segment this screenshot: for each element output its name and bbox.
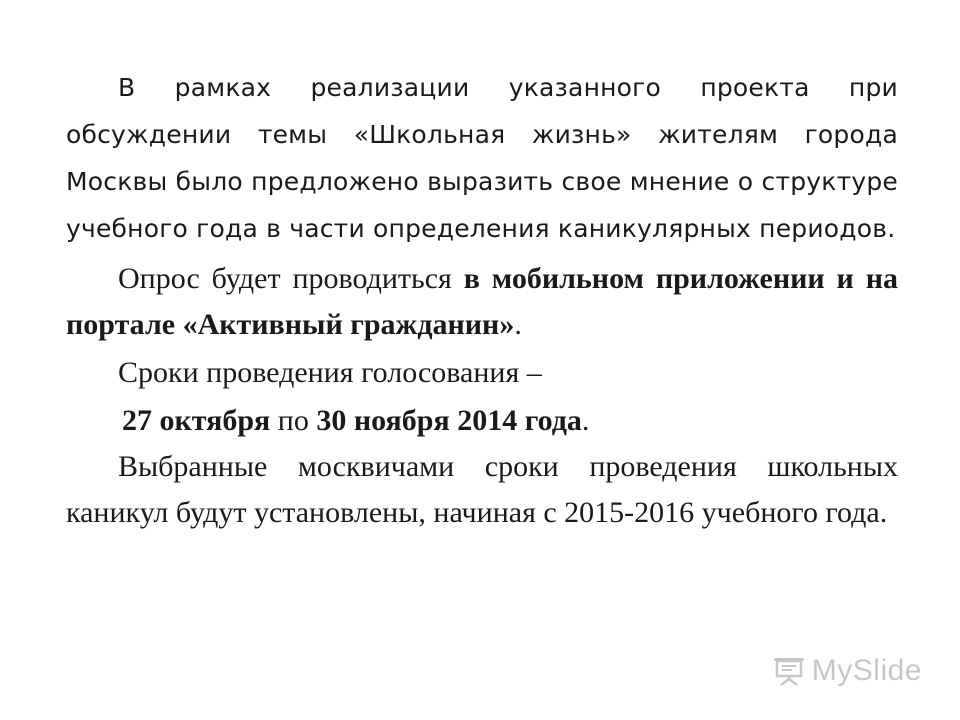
watermark-text: MySlide (811, 654, 922, 687)
projector-screen-icon (772, 656, 806, 686)
intro-paragraph: В рамках реализации указанного проекта при обсуждении темы «Школьная жизнь» жителям города Москвы было предложено выразить свое мнение о структуре учебного года в части определения каникулярных периодов. (66, 73, 898, 243)
voting-period-paragraph: Сроки проведения голосования – (118, 356, 542, 389)
start-date: 27 октября (122, 404, 271, 437)
slide-body (66, 64, 898, 536)
survey-paragraph (66, 256, 898, 348)
watermark-logo (772, 654, 922, 688)
dates-connector: по (270, 404, 317, 437)
voting-dates (66, 398, 898, 444)
dates-suffix: . (581, 404, 590, 437)
holidays-paragraph: Выбранные москвичами сроки проведения школьных каникул будут установлены, начиная с 2015-2016 учебного года. (66, 450, 898, 529)
end-date: 30 ноября 2014 года (316, 404, 582, 437)
survey-text: Опрос будет проводиться (118, 262, 464, 295)
survey-platforms: в мобильном приложении и на портале «Активный гражданин» (66, 262, 899, 341)
survey-suffix: . (514, 308, 522, 341)
